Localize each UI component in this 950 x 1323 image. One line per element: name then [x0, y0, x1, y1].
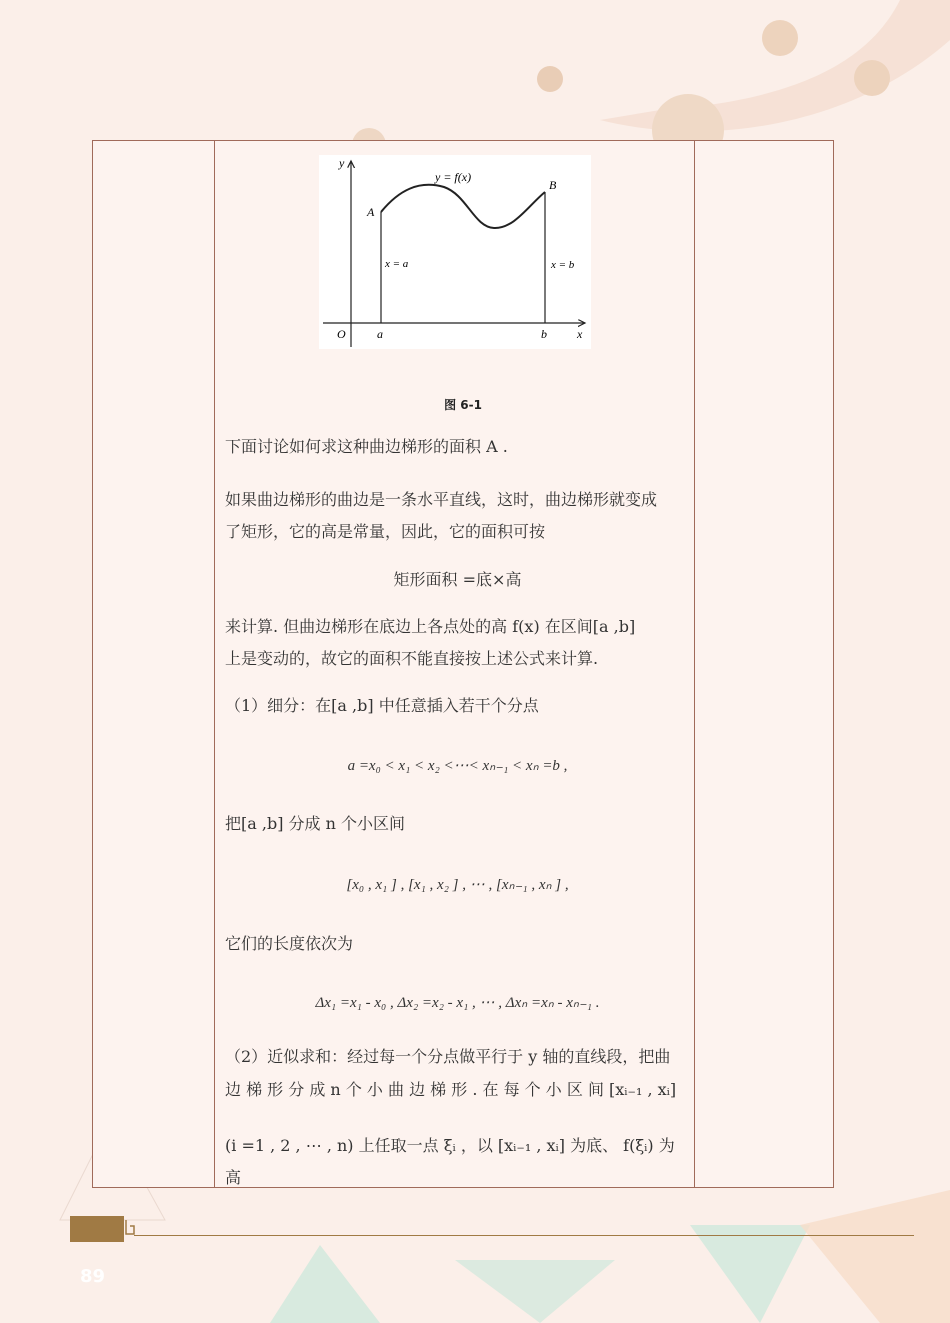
- figure-caption: 图 6-1: [444, 398, 482, 412]
- curve-graph: [319, 155, 591, 349]
- paragraph-lengths: 它们的长度依次为: [225, 934, 354, 953]
- formula-subintervals: [x₀ , x₁ ] , [x₁ , x₂ ] , ⋯ , [xₙ₋₁ , xₙ ] ,: [346, 877, 569, 893]
- step2-approximate-line-2: 边 梯 形 分 成 n 个 小 曲 边 梯 形 . 在 每 个 小 区 间 [xᵢ₋₁ , xᵢ]: [225, 1080, 677, 1099]
- formula-partition-points: a =x₀ < x₁ < x₂ <⋯< xₙ₋₁ < xₙ =b ,: [347, 758, 568, 774]
- formula-rectangle-area: 矩形面积 =底×高: [393, 570, 522, 589]
- paragraph-variable-height-2: 上是变动的，故它的面积不能直接按上述公式来计算.: [225, 649, 599, 668]
- tick-b-label: b: [541, 327, 547, 341]
- footer-ornament: [124, 1220, 140, 1240]
- paragraph-subintervals: 把[a ,b] 分成 n 个小区间: [225, 814, 406, 833]
- page-number: 89: [80, 1266, 106, 1287]
- paragraph-variable-height-1: 来计算. 但曲边梯形在底边上各点处的高 f(x) 在区间[a ,b]: [225, 617, 636, 636]
- column-divider-left: [214, 141, 215, 1187]
- y-axis-label: y: [339, 156, 345, 170]
- footer-bar: [70, 1216, 124, 1242]
- step1-subdivide: （1）细分：在[a ,b] 中任意插入若干个分点: [225, 696, 539, 715]
- paragraph-horizontal-line-2: 了矩形，它的高是常量，因此，它的面积可按: [225, 522, 546, 541]
- step2-approximate-line-3: (i =1 , 2 , ⋯ , n) 上任取一点 ξᵢ ，以 [xᵢ₋₁ , xᵢ] 为底、 f(ξᵢ) 为高: [225, 1136, 675, 1187]
- point-a-label: A: [367, 205, 375, 219]
- origin-label: O: [337, 327, 346, 341]
- tick-a-label: a: [377, 327, 383, 341]
- paragraph-horizontal-line-1: 如果曲边梯形的曲边是一条水平直线，这时，曲边梯形就变成: [225, 490, 658, 509]
- paragraph-area-intro: 下面讨论如何求这种曲边梯形的面积 A .: [225, 437, 508, 456]
- column-divider-right: [694, 141, 695, 1187]
- decorative-circle: [537, 66, 563, 92]
- point-b-label: B: [549, 178, 557, 192]
- x-axis-label: x: [577, 327, 583, 341]
- curve-f: [381, 185, 545, 228]
- step2-approximate-line-1: （2）近似求和：经过每一个分点做平行于 y 轴的直线段，把曲: [225, 1047, 671, 1066]
- function-label: y = f(x): [435, 170, 472, 184]
- footer-rule: [134, 1235, 914, 1236]
- formula-lengths: Δx₁ =x₁ - x₀ , Δx₂ =x₂ - x₁ , ⋯ , Δxₙ =xₙ - xₙ₋₁ .: [315, 995, 600, 1011]
- content-frame: [92, 140, 834, 1188]
- line-a-label: x = a: [385, 258, 409, 270]
- figure-curved-trapezoid: [319, 155, 591, 349]
- line-b-label: x = b: [551, 259, 575, 271]
